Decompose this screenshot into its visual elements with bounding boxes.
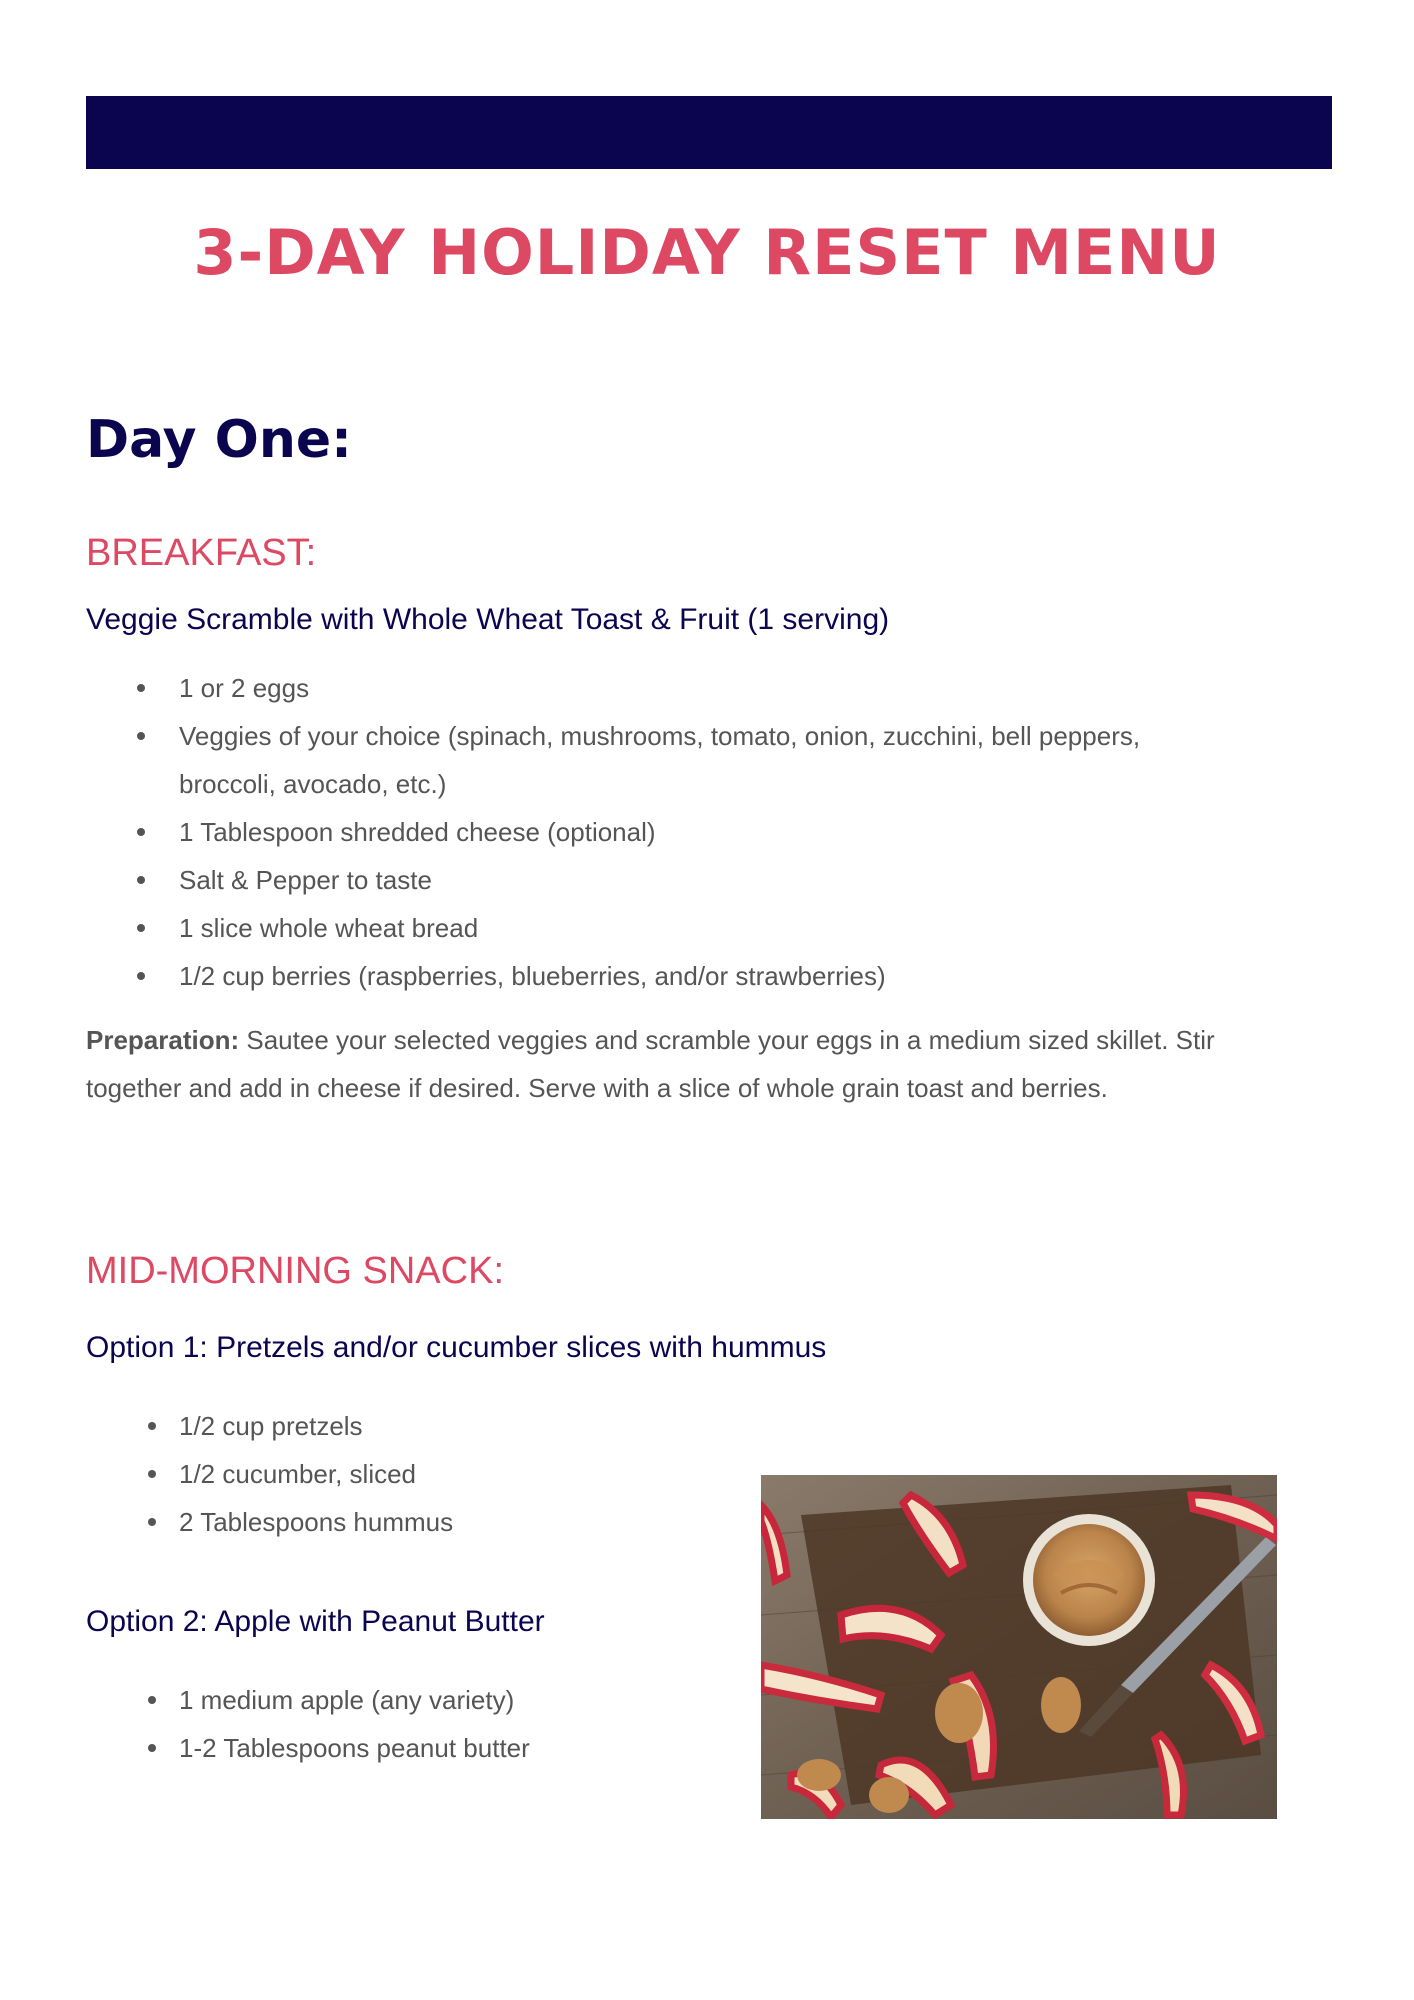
list-item-continuation: broccoli, avocado, etc.) — [179, 769, 447, 799]
list-item: 1-2 Tablespoons peanut butter — [148, 1724, 708, 1772]
bullet-icon — [137, 924, 145, 932]
bullet-icon — [148, 1744, 156, 1752]
snack-option2-list — [148, 1676, 708, 1772]
day-title: Day One: — [86, 410, 352, 470]
list-item: 1 slice whole wheat bread — [137, 904, 1287, 952]
preparation-text: Preparation: Sautee your selected veggies and scramble your eggs in a medium sized skillet. Stir together and add in cheese if desired. Serve with a slice of whole grain toast and berries. — [86, 1025, 1215, 1103]
list-item: 2 Tablespoons hummus — [148, 1498, 708, 1546]
list-item: 1/2 cucumber, sliced — [148, 1450, 708, 1498]
apple-peanut-butter-photo — [761, 1475, 1277, 1819]
list-item: 1 medium apple (any variety) — [148, 1676, 708, 1724]
bullet-icon — [137, 828, 145, 836]
snack-option1-title: Option 1: Pretzels and/or cucumber slices with hummus — [86, 1331, 827, 1364]
list-item: Salt & Pepper to taste — [137, 856, 1287, 904]
bullet-icon — [137, 876, 145, 884]
bullet-icon — [148, 1696, 156, 1704]
bullet-icon — [137, 732, 145, 740]
list-item: 1 or 2 eggs — [137, 664, 1287, 712]
bullet-icon — [137, 972, 145, 980]
breakfast-recipe-title: Veggie Scramble with Whole Wheat Toast & Fruit (1 serving) — [86, 603, 890, 636]
list-item: 1/2 cup pretzels — [148, 1402, 708, 1450]
bullet-icon — [148, 1518, 156, 1526]
snack-option2-title: Option 2: Apple with Peanut Butter — [86, 1605, 545, 1638]
snack-heading: MID-MORNING SNACK: — [86, 1250, 504, 1292]
breakfast-ingredient-list — [137, 664, 1287, 1000]
cutting-board — [801, 1485, 1261, 1805]
preparation-label: Preparation: — [86, 1025, 240, 1055]
bullet-icon — [148, 1422, 156, 1430]
bullet-icon — [148, 1470, 156, 1478]
peanut-butter-bowl — [1023, 1514, 1155, 1646]
header-bar — [86, 96, 1332, 169]
list-item: 1/2 cup berries (raspberries, blueberries, and/or strawberries) — [137, 952, 1287, 1000]
bullet-icon — [137, 684, 145, 692]
snack-option1-list — [148, 1402, 708, 1546]
page-title: 3-DAY HOLIDAY RESET MENU — [193, 216, 1221, 289]
list-item: 1 Tablespoon shredded cheese (optional) — [137, 808, 1287, 856]
list-item: Veggies of your choice (spinach, mushrooms, tomato, onion, zucchini, bell peppers, — [137, 712, 1287, 760]
breakfast-heading: BREAKFAST: — [86, 532, 317, 574]
